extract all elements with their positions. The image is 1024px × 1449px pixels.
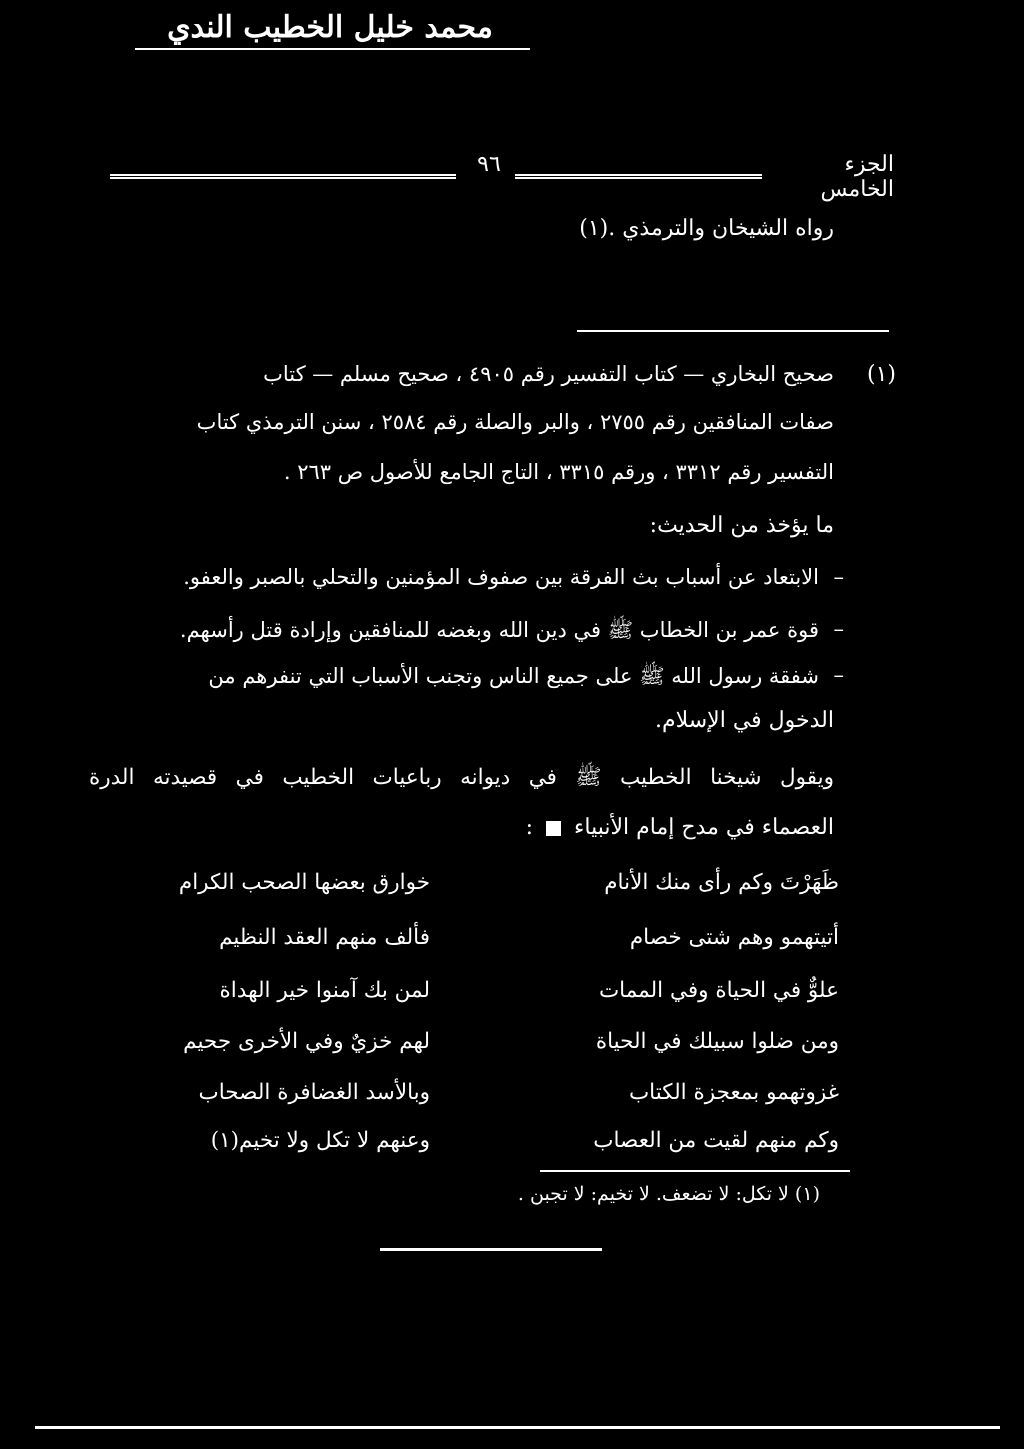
header-rule-left — [110, 174, 456, 179]
paragraph-line-1: ويقول شيخنا الخطيب ﷺ في ديوانه رباعيات الخطيب في قصيدته الدرة — [89, 765, 834, 790]
list-item — [14, 663, 844, 694]
verse-left: لمن بك آمنوا خير الهداة — [219, 978, 430, 1003]
square-icon — [546, 821, 561, 836]
short-rule — [380, 1248, 602, 1251]
page-bottom-rule — [35, 1426, 1000, 1429]
paragraph-line-2 — [526, 815, 834, 840]
bullet-dash: – — [833, 663, 844, 687]
verse-left: خوارق بعضها الصحب الكرام — [178, 870, 430, 895]
footnote-line-1: صحيح البخاري — كتاب التفسير رقم ٤٩٠٥ ، صحيح مسلم — كتاب — [263, 362, 834, 386]
verse-left: فألف منهم العقد النظيم — [219, 925, 430, 950]
verse-left: وبالأسد الغضافرة الصحاب — [198, 1080, 430, 1105]
bullet-continuation: الدخول في الإسلام. — [655, 708, 834, 733]
verse-right: وكم منهم لقيت من العصاب — [593, 1128, 839, 1153]
paragraph-text: العصماء في مدح إمام الأنبياء — [574, 815, 834, 840]
paragraph-colon: : — [525, 815, 534, 840]
bullet-text: قوة عمر بن الخطاب ﷺ في دين الله وبغضه للمنافقين وإرادة قتل رأسهم. — [179, 618, 819, 642]
bullet-text: شفقة رسول الله ﷺ على جميع الناس وتجنب الأسباب التي تنفرهم من — [208, 664, 819, 688]
lessons-heading: ما يؤخذ من الحديث: — [649, 513, 834, 538]
bullet-text: الابتعاد عن أسباب بث الفرقة بين صفوف المؤمنين والتحلي بالصبر والعفو. — [183, 565, 819, 589]
intro-line: رواه الشيخان والترمذي .(١) — [579, 216, 834, 241]
verse-footnote-rule — [540, 1170, 850, 1172]
footnote-marker: (١) — [866, 362, 896, 387]
page-title: محمد خليل الخطيب الندي — [167, 10, 493, 45]
verse-right: ومن ضلوا سبيلك في الحياة — [595, 1029, 839, 1054]
footnote-rule — [577, 330, 889, 332]
verse-left: وعنهم لا تكل ولا تخيم(١) — [210, 1128, 430, 1153]
bullet-dash: – — [833, 565, 844, 589]
page-number: ٩٦ — [477, 152, 501, 177]
section-name: الجزء الخامس — [820, 152, 894, 202]
footnote-line-3: التفسير رقم ٣٣١٢ ، ورقم ٣٣١٥ ، التاج الجامع للأصول ص ٢٦٣ . — [283, 460, 834, 484]
bottom-footnote: (١) لا تكل: لا تضعف. لا تخيم: لا تجبن . — [517, 1183, 820, 1205]
footnote-line-2: صفات المنافقين رقم ٢٧٥٥ ، والبر والصلة رقم ٢٥٨٤ ، سنن الترمذي كتاب — [196, 410, 834, 434]
list-item — [14, 565, 844, 589]
verse-left: لهم خزيٌ وفي الأخرى جحيم — [183, 1029, 430, 1054]
header-rule-right — [515, 174, 762, 179]
verse-right: أتيتهمو وهم شتى خصام — [629, 925, 839, 950]
verse-right: ظَهَرْتَ وكم رأى منك الأنام — [604, 870, 839, 895]
verse-right: علوٌّ في الحياة وفي الممات — [598, 978, 839, 1003]
bullet-dash: – — [833, 617, 844, 641]
title-underline — [135, 48, 530, 50]
list-item — [14, 617, 844, 648]
verse-right: غزوتهمو بمعجزة الكتاب — [628, 1080, 839, 1105]
